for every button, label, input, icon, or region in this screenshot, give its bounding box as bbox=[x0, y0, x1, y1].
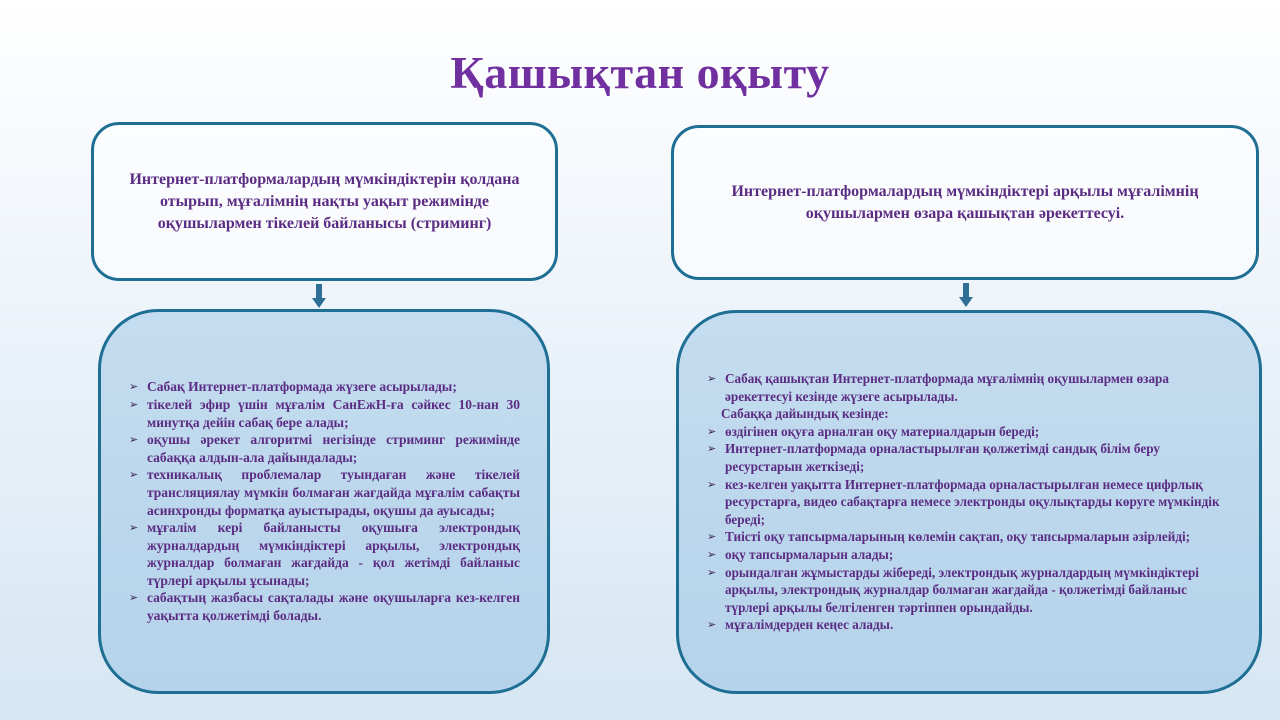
list-item: ➢ оқу тапсырмаларын алады; bbox=[707, 546, 1225, 564]
list-item: ➢ тікелей эфир үшін мұғалім СанЕжН-ға сәйкес 10-нан 30 минутқа дейін сабақ бере алады; bbox=[129, 396, 520, 431]
list-item: ➢ техникалық проблемалар туындаған және тікелей трансляциялау мүмкін болмаған жағдайда мұғалім сабақты асинхронды форматқа ауыстырады, оқушы да ауысады; bbox=[129, 466, 520, 519]
list-item: ➢ сабақтың жазбасы сақталады және оқушыларға кез-келген уақытта қолжетімді болады. bbox=[129, 589, 520, 624]
list-item: ➢ кез-келген уақытта Интернет-платформада орналастырылған немесе цифрлық ресурстарға, видео сабақтарға немесе электронды оқулықтарды көруге мүмкіндік береді; bbox=[707, 476, 1225, 529]
streaming-details-box bbox=[98, 309, 550, 694]
list-item: ➢ Сабақ қашықтан Интернет-платформада мұғалімнің оқушылармен өзара әрекеттесуі кезінде жүзеге асырылады. bbox=[707, 370, 1225, 405]
streaming-heading-box bbox=[91, 122, 558, 281]
remote-interaction-details-box bbox=[676, 310, 1262, 694]
list-item: ➢ Сабақ Интернет-платформада жүзеге асырылады; bbox=[129, 378, 520, 396]
list-item: ➢ мұғалімдерден кеңес алады. bbox=[707, 616, 1225, 634]
down-arrow-icon bbox=[959, 283, 973, 307]
list-subheading: Сабаққа дайындық кезінде: bbox=[721, 406, 889, 422]
list-item: ➢ Тиісті оқу тапсырмаларының көлемін сақтап, оқу тапсырмаларын әзірлейді; bbox=[707, 528, 1225, 546]
list-item: ➢ мұғалім кері байланысты оқушыға электрондық журналдардың мүмкіндіктері арқылы, электрондық журналдар болмаған жағдайда - қол жетімді байланыс түрлері арқылы ұсынады; bbox=[129, 519, 520, 589]
remote-interaction-list bbox=[707, 370, 1225, 634]
list-item: ➢ орындалған жұмыстарды жібереді, электрондық журналдардың мүмкіндіктері арқылы, электрондық журналдар болмаған жағдайда - қолжетімді байланыс түрлері арқылы белгіленген тәртіппен орындайды. bbox=[707, 564, 1225, 617]
down-arrow-icon bbox=[312, 284, 326, 308]
streaming-heading: Интернет-платформалардың мүмкіндіктерін қолдана отырып, мұғалімнің нақты уақыт режимінде оқушылармен тікелей байланысы (стриминг) bbox=[129, 170, 520, 232]
list-item: ➢ өздігінен оқуға арналған оқу материалдарын береді; bbox=[707, 423, 1225, 441]
streaming-list bbox=[129, 378, 520, 624]
remote-interaction-heading-box bbox=[671, 125, 1259, 280]
list-item: ➢ оқушы әрекет алгоритмі негізінде стриминг режимінде сабаққа алдын-ала дайындалады; bbox=[129, 431, 520, 466]
page-title: Қашықтан оқыту bbox=[450, 47, 830, 98]
list-item: ➢ Интернет-платформада орналастырылған қолжетімді сандық білім беру ресурстарын жеткізеді; bbox=[707, 440, 1225, 475]
remote-interaction-heading: Интернет-платформалардың мүмкіндіктері арқылы мұғалімнің оқушылармен өзара қашықтан әрекеттесуі. bbox=[731, 182, 1199, 222]
